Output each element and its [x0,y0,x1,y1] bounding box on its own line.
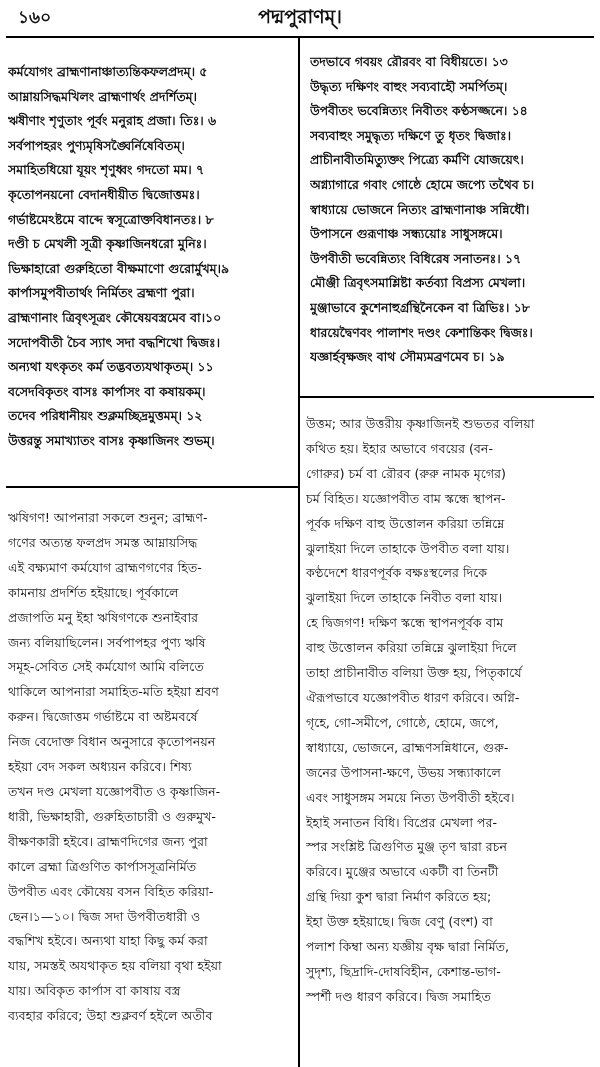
sanskrit-right-line: উপবীতং ভবেন্নিত্যং নিবীতং কণ্ঠসজ্জনে। ১৪ [310,103,528,119]
translation-left-line: যায়, সমস্তই অযথাকৃত হয় বলিয়া বৃথা হইয়া [8,958,222,974]
sanskrit-left-line: কর্মযোগং ব্রাহ্মণানাঞ্চাত্যন্তিকফলপ্রদম্‌। ৫ [8,64,208,79]
right-section-rule [300,396,594,398]
translation-right-line: কণ্ঠদেশে ধারণপূর্বক বক্ষঃস্থলের দিকে [306,565,488,581]
running-title: পদ্মপুরাণম্। [258,6,342,28]
sanskrit-left-line: আম্নায়সিদ্ধমখিলং ব্রাহ্মণার্থং প্রদর্শিতম্। [8,88,197,104]
sanskrit-right-line: প্রাচীনাবীতমিত্যুক্তং পিত্র্যে কর্মণি যোজয়েৎ। [310,152,524,168]
translation-right-line: ঝুলাইয়া দিলে তাহাকে উপবীত বলা যায়। [306,540,510,556]
left-section-rule [6,486,298,488]
sanskrit-right-line: মুঞ্জাভাবে কুশেনাহুর্গ্রন্থিনৈকেন বা ত্রিভিঃ। ১৮ [310,299,530,315]
sanskrit-left-line: সমাহিতধিয়ো যূয়ং শৃণুধ্বং গদতো মম। ৭ [8,162,205,178]
translation-left-line: করুন। দ্বিজোত্তম গর্ভাষ্টমে বা অষ্টমবর্ষে [8,709,198,725]
page-number: ১৬০ [18,8,52,28]
translation-right [306,412,594,1064]
translation-right-line: ইহাই সনাতন বিধি। বিপ্রের মেখলা পর- [306,814,498,830]
column-divider [298,38,300,1067]
sanskrit-right-line: তদভাবে গবয়ং রৌরবং বা বিধীয়তে। ১৩ [310,54,508,69]
translation-right-line: পলাশ কিম্বা অন্য যজ্ঞীয় বৃক্ষ দ্বারা নির্মিত, [306,939,510,955]
sanskrit-left-line: ব্রাহ্মণানাং ত্রিবৃৎসূত্রং কৌষেয়বস্ত্রমেব বা।১০ [8,309,222,325]
sanskrit-left-line: ঋষীণাং শৃণুতাং পূর্বং মনুরাহ প্রজা। তিঃ। ৬ [8,113,217,129]
translation-left [8,506,294,1062]
translation-right-line: ঝুলাইয়া দিলে তাহাকে নিবীত বলা যায়। [306,590,503,606]
sanskrit-verses-right [310,50,594,390]
sanskrit-left-line: ভিক্ষাহারো গুরুহিতো বীক্ষমাণো গুরোর্মুখম্‌।৯ [8,260,230,276]
sanskrit-left-line: উত্তরন্তু সমাখ্যাতং বাসঃ কৃষ্ণাজিনং শুভম্। [8,432,215,448]
translation-left-line: এই বক্ষ্যমাণ কর্মযোগ ব্রাহ্মণগণের হিত- [8,559,202,575]
translation-left-line: ছেন।১—১০। দ্বিজ সদা উপবীতধারী ও [8,908,201,924]
page-header [18,4,582,34]
sanskrit-left-line: অন্যথা যৎকৃতং কর্ম তদ্ভবত্যযথাকৃতম্। ১১ [8,359,214,375]
sanskrit-verses-left [8,60,294,480]
sanskrit-left-line: গর্ভাষ্টমেঽষ্টমে বাব্দে স্বসূত্রোক্তবিধানতঃ। ৮ [8,211,214,227]
translation-right-line: চর্ম বিহিত। যজ্ঞোপবীত বাম স্কন্ধে স্থাপন- [306,490,506,506]
translation-right-line: করিবে। মুঞ্জের অভাবে একটী বা তিনটী [306,864,499,880]
translation-left-line: ব্যবহার করিবে; উহা শুক্লবর্ণ হইলে অতীব [8,1008,213,1024]
sanskrit-left-line: সদোপবীতী চৈব স্যাৎ সদা বদ্ধশিখো দ্বিজঃ। [8,334,221,350]
translation-left-line: সমূহ-সেবিত সেই কর্মযোগ আমি বলিতে [8,659,204,675]
sanskrit-right-line: উদ্ধৃত্য দক্ষিণং বাহুং সব্যবাহৌ সমর্পিতম্। [310,78,508,94]
translation-left-line: কামনায় প্রদর্শিত হইয়াছে। পূর্বকালে [8,584,179,600]
translation-left-line: উপবীত এবং কৌষেয় বসন বিহিত করিয়া- [8,883,214,899]
translation-right-line: জনের উপাসনা-ক্ষণে, উভয় সন্ধ্যাকালে [306,764,501,780]
sanskrit-left-line: কার্পাসমুপবীতার্থং নির্মিতং ব্রহ্মণা পুরা। [8,285,195,301]
translation-left-line: ধারী, ভিক্ষাহারী, গুরুহিতাচারী ও গুরুমুখ- [8,808,216,824]
translation-right-line: তাহা প্রাচীনাবীত বলিয়া উক্ত হয়, পিতৃকার্যে [306,665,522,681]
translation-right-line: উত্তম; আর উত্তরীয় কৃষ্ণাজিনই শুভতর বলিয়া [306,416,535,431]
sanskrit-right-line: উপবীতী ভবেন্নিত্যং বিধিরেষ সনাতনঃ। ১৭ [310,250,522,266]
translation-left-line: প্রজাপতি মনু ইহা ঋষিগণকে শুনাইবার [8,609,199,625]
sanskrit-left-line: সর্বপাপহরং পুণ্যমৃষিসঙ্ঘৈর্নিষেবিতম্। [8,137,185,153]
header-rule [6,36,594,38]
sanskrit-left-line: দণ্ডী চ মেখলী সূত্রী কৃষ্ণাজিনধরো মুনিঃ। [8,236,207,252]
translation-right-line: ঐরূপভাবে যজ্ঞোপবীত ধারণ করিবে। অগ্নি- [306,689,520,705]
sanskrit-left-line: কৃতোপনয়নো বেদানধীয়ীত দ্বিজোত্তমঃ। [8,186,200,202]
translation-left-line: থাকিলে আপনারা সমাহিত-মতি হইয়া শ্রবণ [8,684,219,700]
translation-left-line: বীক্ষণকারী হইবে। ব্রাহ্মণদিগের জন্য পুরা [8,833,208,849]
translation-right-line: স্বাধ্যায়ে, ভোজনে, ব্রাহ্মণসন্নিধানে, গুরু- [306,739,509,755]
sanskrit-right-line: উপাসনে গুরূণাঞ্চ সন্ধ্যয়োঃ সাধুসঙ্গমে। [310,226,503,242]
translation-right-line: কথিত হয়। ইহার অভাবে গবয়ের (বন- [306,440,493,456]
translation-left-line: যায়। অবিকৃত কার্পাস বা কাষায় বস্ত্র [8,983,181,999]
translation-right-line: স্পর সংশ্লিষ্ট ত্রিগুণিত মুঞ্জ তৃণ দ্বারা রচন [306,839,507,855]
translation-right-line: সুদৃশ্য, ছিদ্রাদি-দোষবিহীন, কেশান্ত-ভাগ- [306,963,501,979]
sanskrit-left-line: বসেদবিকৃতং বাসঃ কার্পাসং বা কষায়কম্। [8,383,206,399]
translation-left-line: ঋষিগণ! আপনারা সকলে শুনুন; ব্রাহ্মণ- [8,510,208,525]
translation-right-line: পূর্বক দক্ষিণ বাহু উত্তোলন করিয়া তন্নিম্নে [306,515,505,531]
translation-right-line: এবং সাধুসঙ্গম সময়ে নিত্য উপবীতী হইবে। [306,789,515,805]
sanskrit-right-line: স্বাধ্যায়ে ভোজনে নিত্যং ব্রাহ্মণানাঞ্চ সন্নিধৌ। [310,201,530,217]
sanskrit-right-line: যজ্ঞার্হবৃক্ষজং বাথ সৌম্যমব্রণমেব চ। ১৯ [310,349,505,365]
translation-right-line: স্পর্শী দণ্ড ধারণ করিবে। দ্বিজ সমাহিত [306,988,491,1004]
translation-right-line: বাহু উত্তোলন করিয়া তন্নিম্নে ঝুলাইয়া দিলে [306,640,517,656]
sanskrit-left-line: তদেব পরিধানীয়ং শুক্লমচ্ছিদ্রমুত্তমম্‌। ১২ [8,408,203,424]
translation-left-line: গণের অত্যন্ত ফলপ্রদ সমস্ত আম্নায়সিদ্ধ [8,534,198,550]
translation-left-line: কালে ব্রহ্মা ত্রিগুণিত কার্পাসসূত্রনির্মিত [8,858,197,874]
sanskrit-right-line: সব্যবাহুং সমুদ্ধৃত্য দক্ষিণে তু ধৃতং দ্বিজাঃ। [310,127,512,143]
translation-left-line: জন্য বলিয়াছিলেন। সর্বপাপহর পুণ্য ঋষি [8,634,206,650]
translation-left-line: তখন দণ্ড মেখলা যজ্ঞোপবীত ও কৃষ্ণাজিন- [8,783,221,799]
sanskrit-right-line: মৌঞ্জী ত্রিবৃৎসমাশ্লিষ্টা কর্তব্যা বিপ্রস্য মেখলা। [310,275,526,291]
translation-left-line: নিজ বেদোক্ত বিধান অনুসারে কৃতোপনয়ন [8,734,216,750]
translation-right-line: গোরুর) চর্ম বা রৌরব (রুরু নামক মৃগের) [306,465,506,481]
translation-right-line: গৃহে, গো-সমীপে, গোষ্ঠে, হোমে, জপে, [306,714,499,730]
translation-right-line: ইহা উক্ত হইয়াছে। দ্বিজ বেণু (বংশ) বা [306,914,493,930]
translation-right-line: গ্রন্থি দিয়া কুশ দ্বারা নির্মাণ করিতে হয়; [306,889,492,905]
sanskrit-right-line: অগ্ন্যাগারে গবাং গোষ্ঠে হোমে জপ্যে তথৈব চ। [310,176,535,192]
translation-left-line: বদ্ধশিখ হইবে। অন্যথা যাহা কিছু কর্ম করা [8,933,208,949]
translation-left-line: হইয়া বেদ সকল অধ্যয়ন করিবে। শিষ্য [8,759,192,775]
translation-right-line: হে দ্বিজগণ! দক্ষিণ স্কন্ধে স্থাপনপূর্বক বাম [306,615,504,631]
sanskrit-right-line: ধারয়েদ্বৈণবং পালাশং দণ্ডং কেশান্তিকং দ্বিজঃ। [310,324,533,340]
